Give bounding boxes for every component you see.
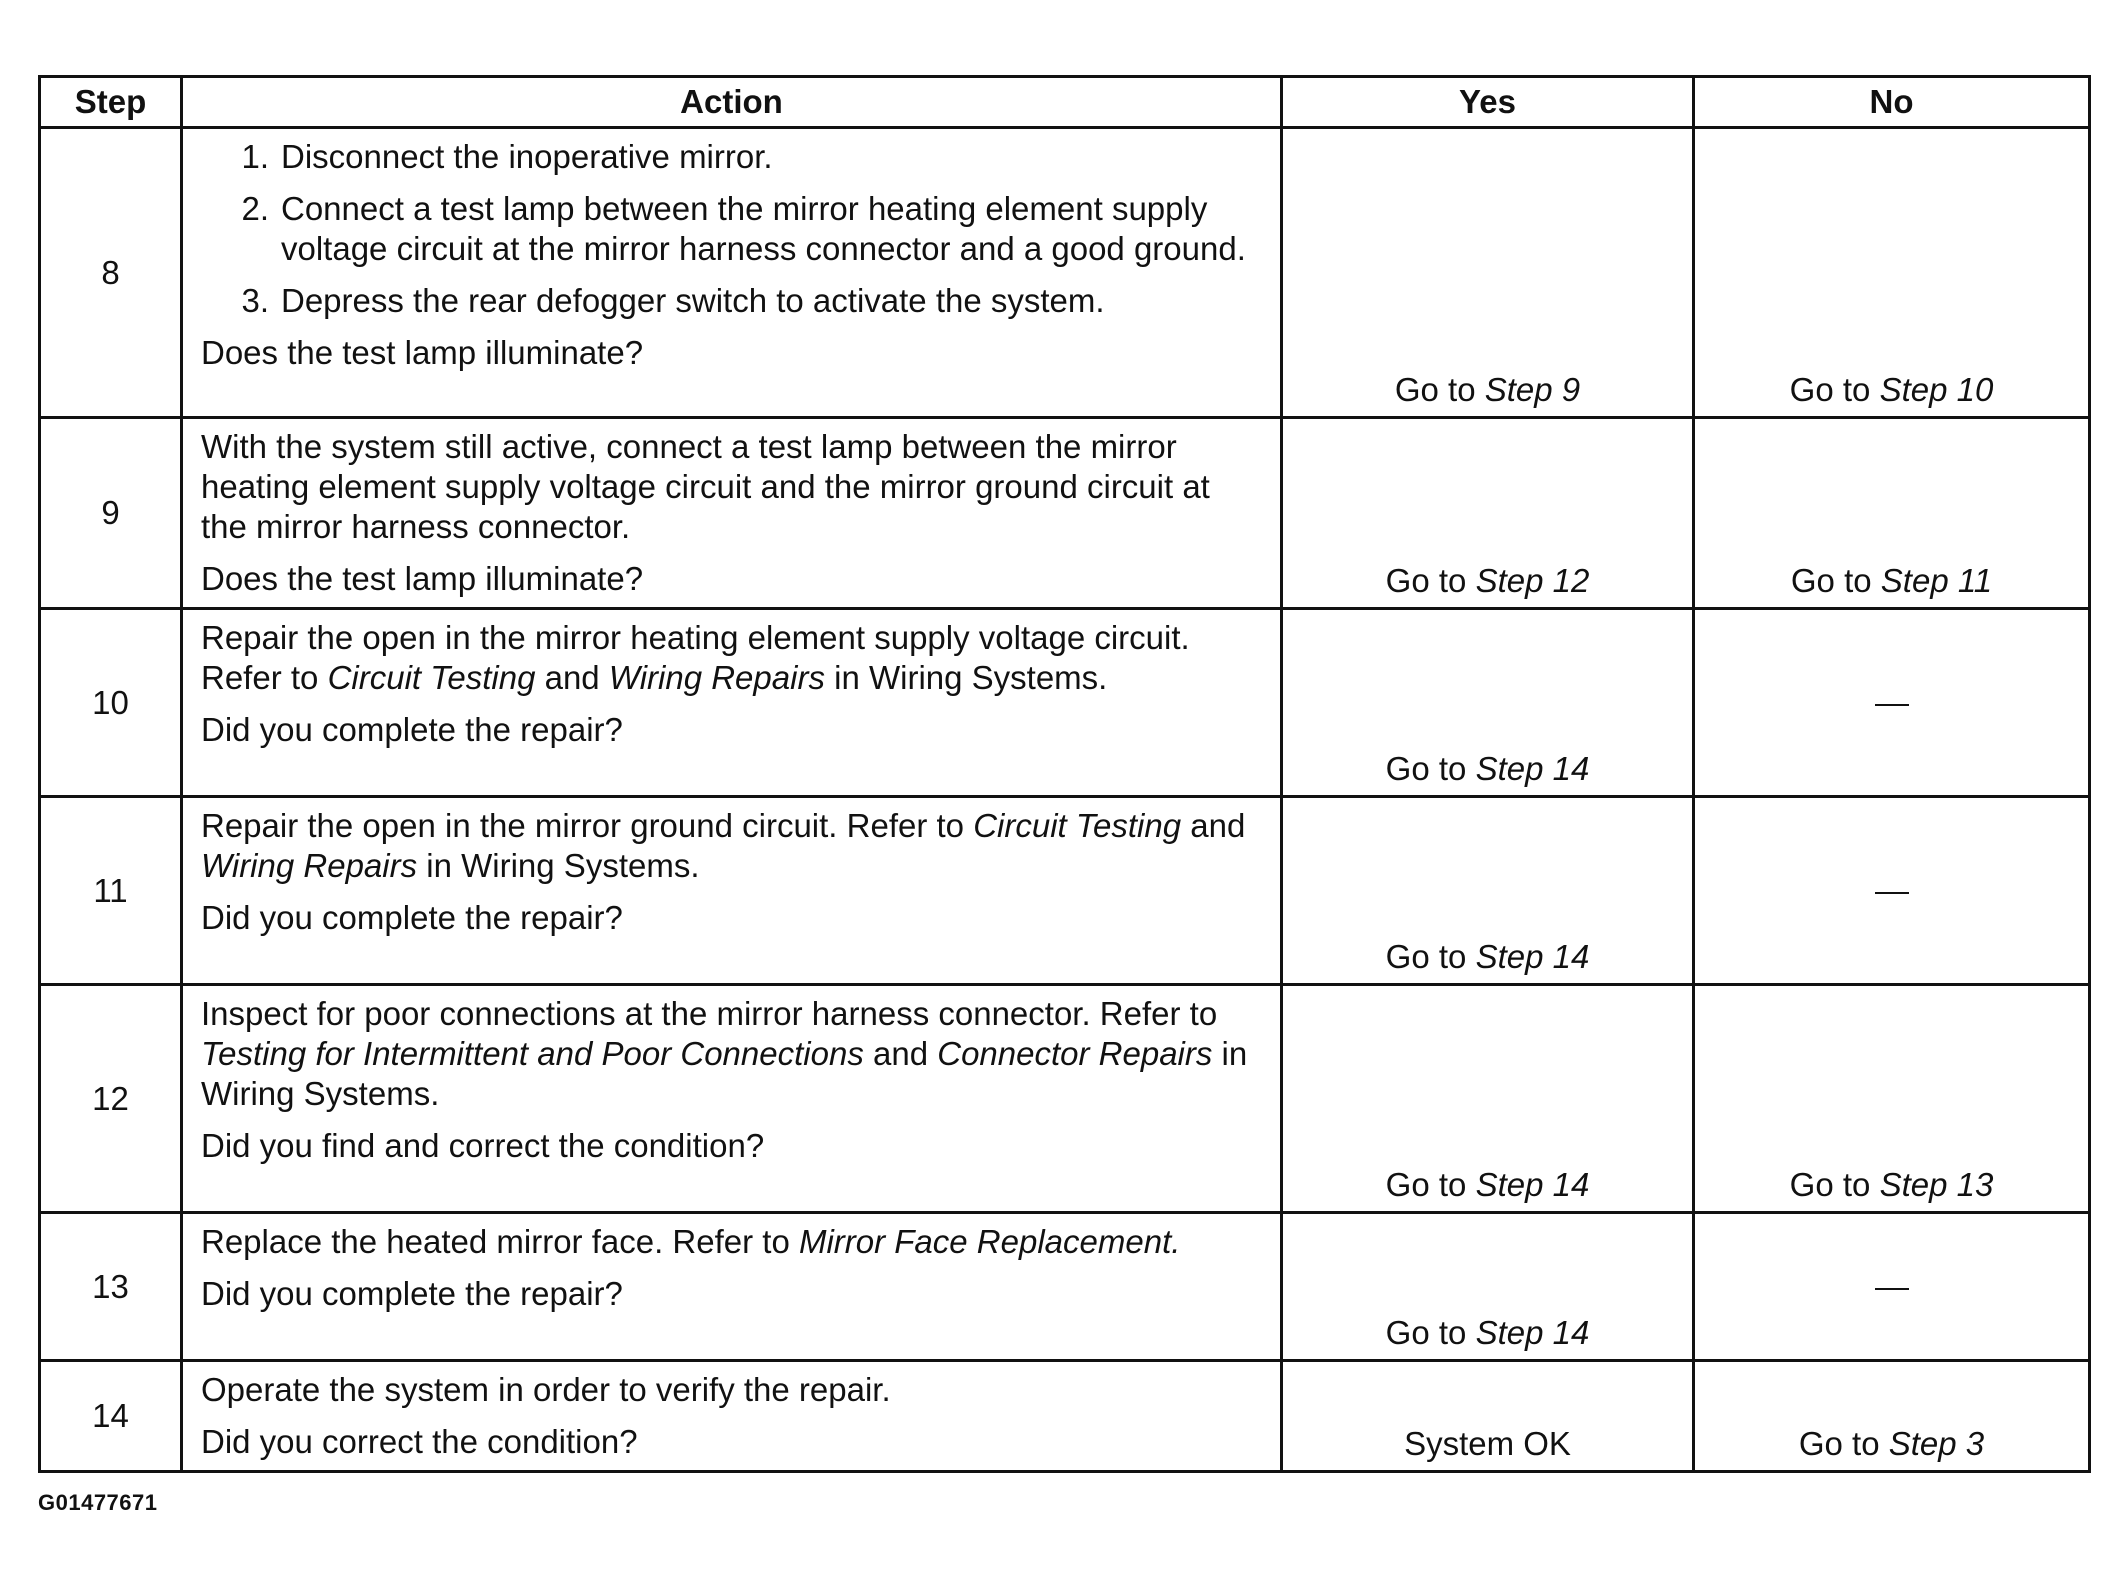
text-run: With the system still active, connect a test lamp between the mirror heating element supply voltage circuit and the mirror ground circuit at the mirror harness connector. <box>201 428 1210 545</box>
text-run: in Wiring Systems. <box>824 659 1108 696</box>
list-item <box>201 189 1250 269</box>
step-number: 13 <box>40 1213 182 1361</box>
no-prefix: Go to <box>1789 1166 1880 1203</box>
yes-cell <box>1282 128 1694 418</box>
action-cell <box>182 1361 1282 1472</box>
action-text <box>201 427 1250 547</box>
step-number: 8 <box>40 128 182 418</box>
action-cell <box>182 985 1282 1213</box>
action-cell <box>182 609 1282 797</box>
header-yes: Yes <box>1282 77 1694 128</box>
action-text <box>201 806 1250 886</box>
reference-link[interactable]: Wiring Repairs <box>608 659 825 696</box>
no-dash <box>1875 704 1909 706</box>
yes-cell <box>1282 609 1694 797</box>
step-number: 9 <box>40 418 182 609</box>
text-run: Repair the open in the mirror ground circuit. Refer to <box>201 807 974 844</box>
yes-step-link[interactable]: Step 14 <box>1475 1314 1590 1351</box>
yes-cell <box>1282 1361 1694 1472</box>
action-cell <box>182 797 1282 985</box>
table-row <box>40 609 2090 797</box>
list-text: Disconnect the inoperative mirror. <box>281 138 773 175</box>
question-text: Did you correct the condition? <box>201 1423 638 1460</box>
action-cell <box>182 1213 1282 1361</box>
reference-link[interactable]: Wiring Repairs <box>201 847 418 884</box>
list-item <box>201 137 1250 177</box>
yes-step-link[interactable]: Step 12 <box>1475 562 1590 599</box>
no-step-link[interactable]: Step 13 <box>1879 1166 1994 1203</box>
no-cell <box>1694 1361 2090 1472</box>
header-no: No <box>1694 77 2090 128</box>
text-run: Replace the heated mirror face. Refer to <box>201 1223 799 1260</box>
yes-prefix: Go to <box>1385 938 1476 975</box>
question-text: Did you complete the repair? <box>201 899 623 936</box>
instruction-list <box>201 137 1250 321</box>
yes-prefix: Go to <box>1385 1314 1476 1351</box>
step-number: 12 <box>40 985 182 1213</box>
diagnostic-table <box>38 75 2091 1473</box>
text-run: in Wiring Systems. <box>201 1035 1248 1112</box>
table-row <box>40 1213 2090 1361</box>
table-row <box>40 128 2090 418</box>
list-text: Depress the rear defogger switch to activate the system. <box>281 282 1105 319</box>
question-text: Does the test lamp illuminate? <box>201 334 644 371</box>
no-cell <box>1694 1213 2090 1361</box>
list-number: 2. <box>241 190 269 227</box>
yes-prefix: Go to <box>1385 562 1476 599</box>
text-run: Repair the open in the mirror heating element supply voltage circuit. Refer to <box>201 619 1190 696</box>
no-step-link[interactable]: Step 11 <box>1880 562 1993 599</box>
no-prefix: Go to <box>1790 562 1881 599</box>
action-text <box>201 618 1250 698</box>
no-cell <box>1694 418 2090 609</box>
question-text: Does the test lamp illuminate? <box>201 560 644 597</box>
no-step-link[interactable]: Step 10 <box>1879 371 1994 408</box>
text-run: and <box>1181 807 1246 844</box>
header-row <box>40 77 2090 128</box>
action-cell <box>182 128 1282 418</box>
text-run: Inspect for poor connections at the mirror harness connector. Refer to <box>201 995 1218 1032</box>
yes-cell <box>1282 985 1694 1213</box>
no-prefix: Go to <box>1789 371 1880 408</box>
list-text: Connect a test lamp between the mirror heating element supply voltage circuit at the mirror harness connector and a good ground. <box>281 190 1246 267</box>
no-cell <box>1694 609 2090 797</box>
list-number: 3. <box>241 282 269 319</box>
action-cell <box>182 418 1282 609</box>
yes-prefix: Go to <box>1394 371 1485 408</box>
list-item <box>201 281 1250 321</box>
action-text <box>201 994 1250 1114</box>
reference-link[interactable]: Circuit Testing <box>973 807 1182 844</box>
table-row <box>40 1361 2090 1472</box>
yes-step-link[interactable]: Step 14 <box>1475 750 1590 787</box>
yes-step-link[interactable]: Step 14 <box>1475 938 1590 975</box>
step-number: 10 <box>40 609 182 797</box>
yes-plain: System OK <box>1404 1425 1571 1462</box>
question-text: Did you complete the repair? <box>201 711 623 748</box>
question-text: Did you find and correct the condition? <box>201 1127 765 1164</box>
action-text <box>201 1222 1250 1262</box>
header-action: Action <box>182 77 1282 128</box>
reference-link[interactable]: Circuit Testing <box>327 659 536 696</box>
yes-step-link[interactable]: Step 14 <box>1475 1166 1590 1203</box>
no-step-link[interactable]: Step 3 <box>1888 1425 1985 1462</box>
question-text: Did you complete the repair? <box>201 1275 623 1312</box>
table-row <box>40 985 2090 1213</box>
step-number: 11 <box>40 797 182 985</box>
step-number: 14 <box>40 1361 182 1472</box>
table-row <box>40 797 2090 985</box>
yes-cell <box>1282 1213 1694 1361</box>
reference-link[interactable]: Testing for Intermittent and Poor Connections <box>201 1035 864 1072</box>
no-cell <box>1694 985 2090 1213</box>
table-row <box>40 418 2090 609</box>
yes-step-link[interactable]: Step 9 <box>1484 371 1581 408</box>
list-number: 1. <box>241 138 269 175</box>
yes-prefix: Go to <box>1385 750 1476 787</box>
no-dash <box>1875 1288 1909 1290</box>
text-run: in Wiring Systems. <box>417 847 700 884</box>
figure-id: G01477671 <box>38 1490 158 1515</box>
reference-link[interactable]: Mirror Face Replacement. <box>798 1223 1181 1260</box>
no-cell <box>1694 128 2090 418</box>
reference-link[interactable]: Connector Repairs <box>937 1035 1213 1072</box>
yes-prefix: Go to <box>1385 1166 1476 1203</box>
text-run: and <box>535 659 609 696</box>
no-cell <box>1694 797 2090 985</box>
header-step: Step <box>40 77 182 128</box>
text-run: Operate the system in order to verify the repair. <box>201 1371 891 1408</box>
no-dash <box>1875 892 1909 894</box>
no-prefix: Go to <box>1798 1425 1889 1462</box>
yes-cell <box>1282 797 1694 985</box>
text-run: and <box>863 1035 938 1072</box>
yes-cell <box>1282 418 1694 609</box>
action-text <box>201 1370 1250 1410</box>
